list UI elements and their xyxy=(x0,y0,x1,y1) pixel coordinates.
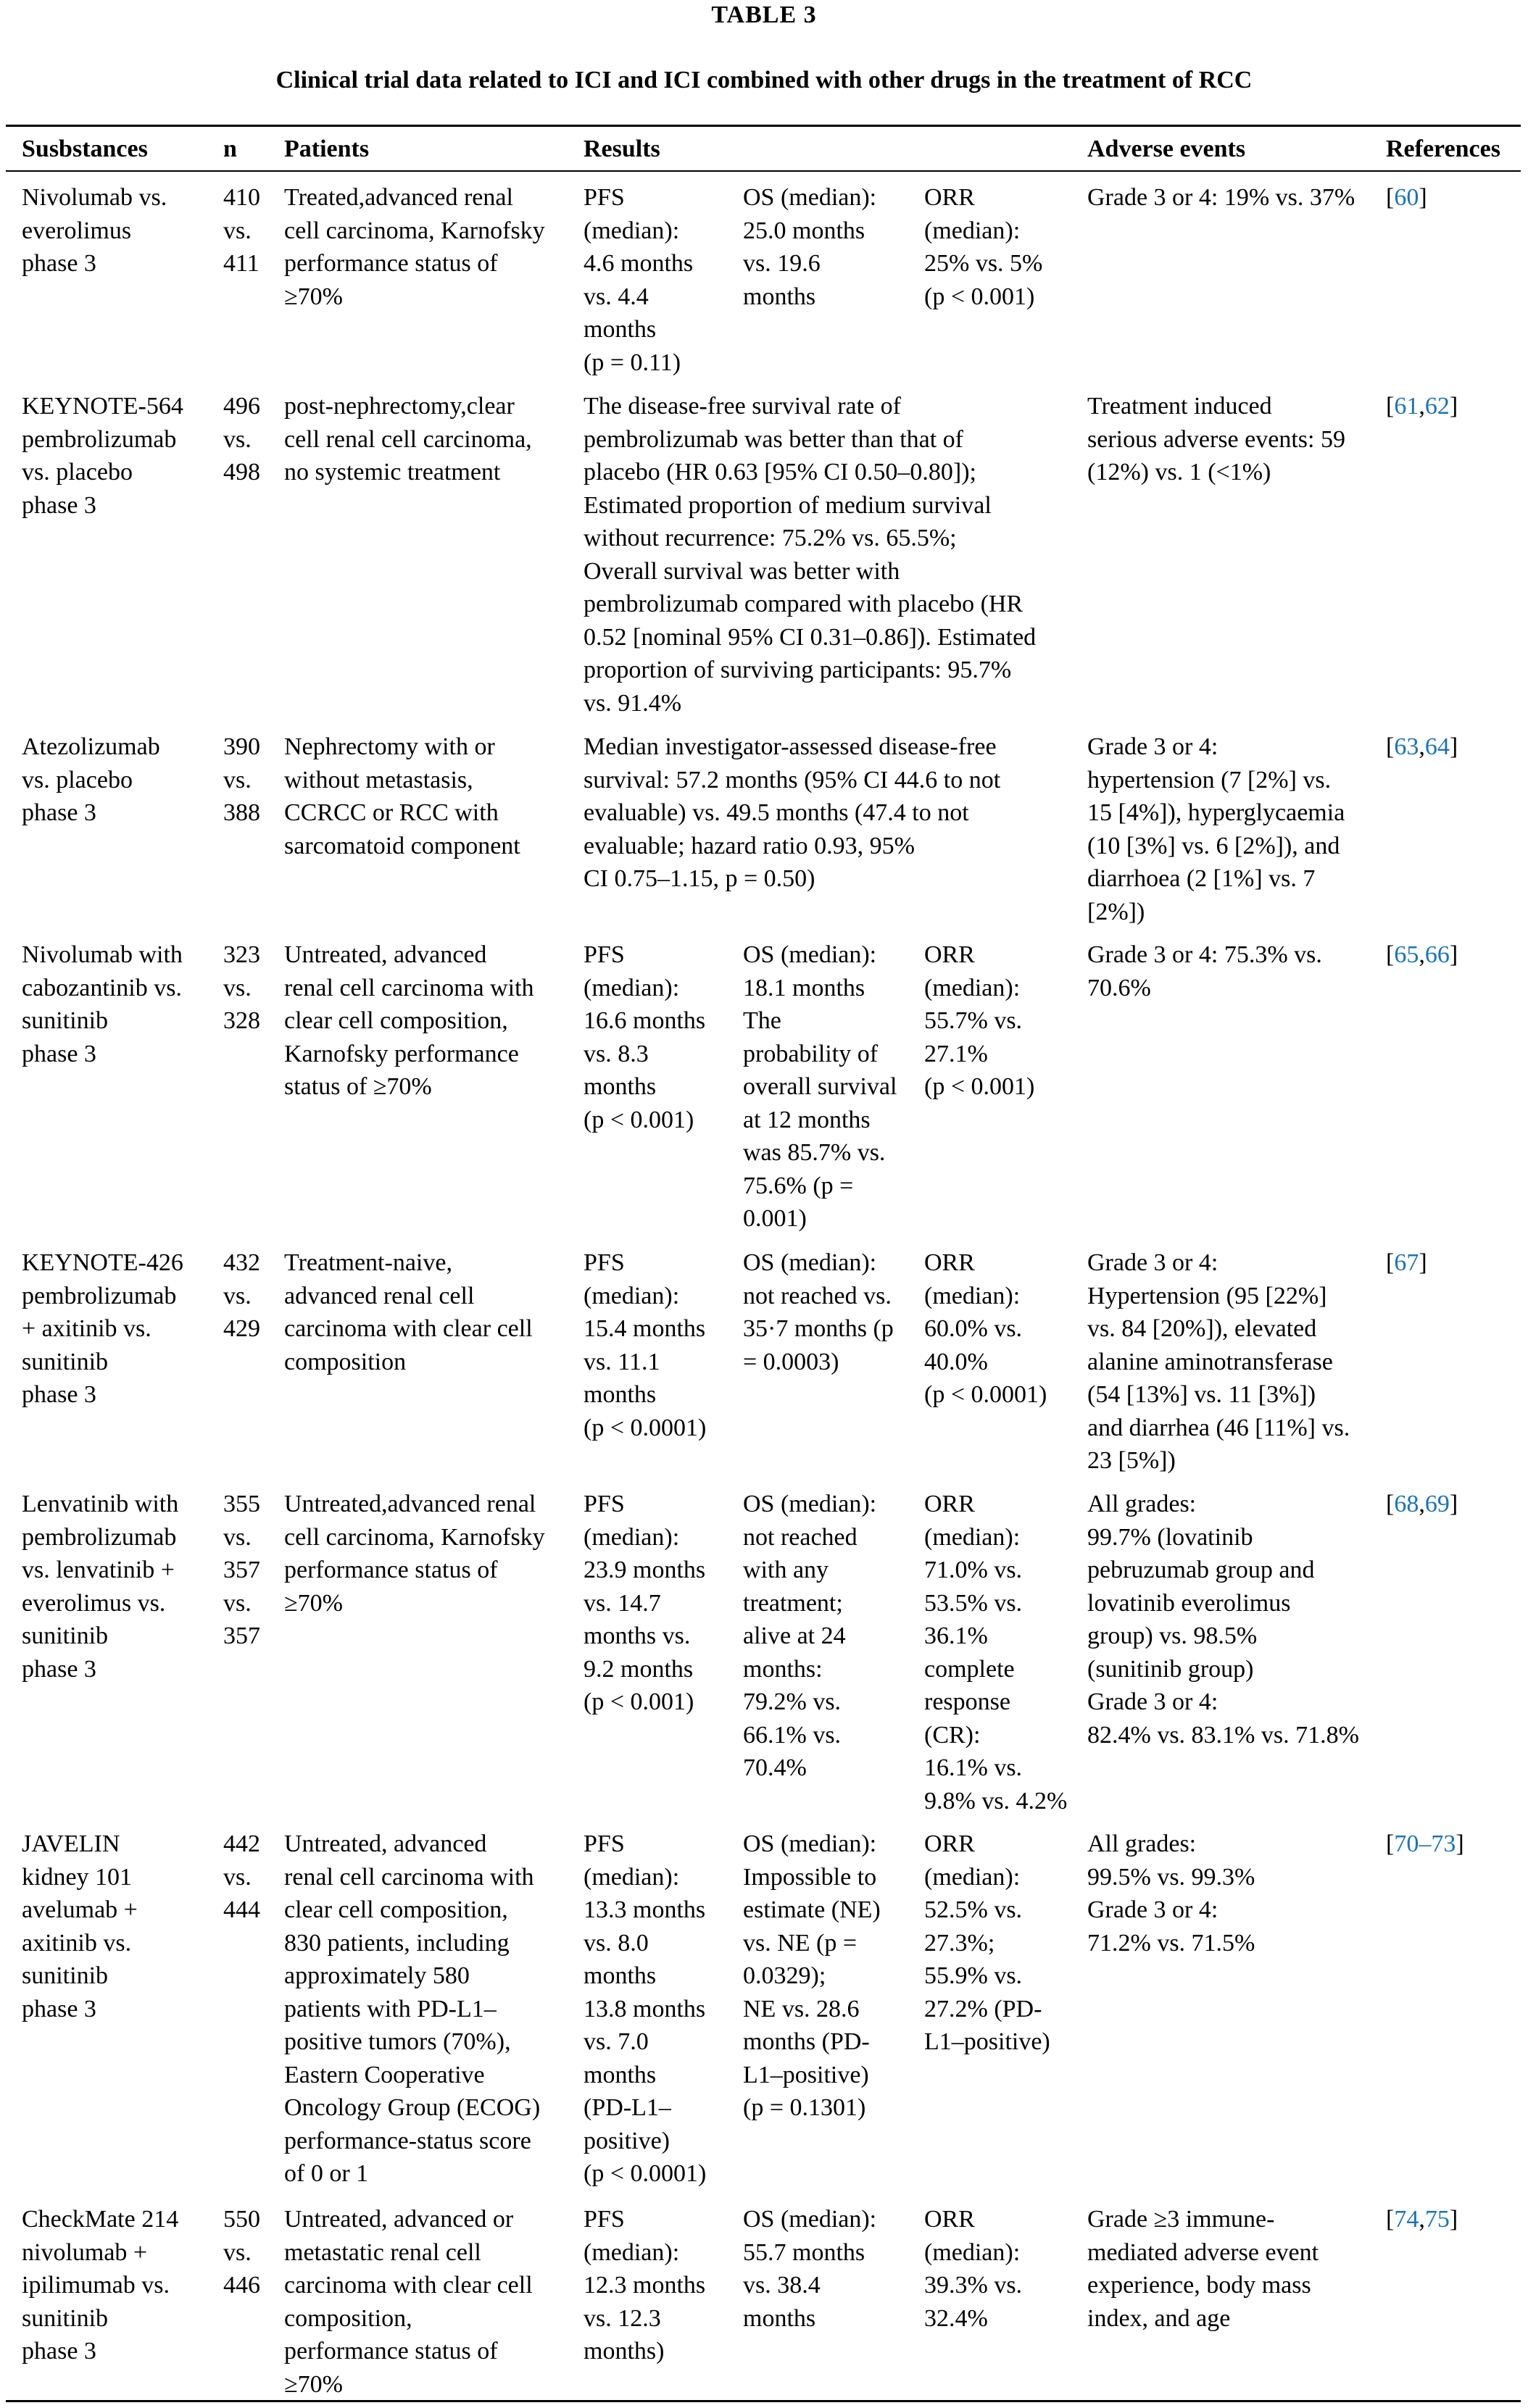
cell-references: [74,75] xyxy=(1386,2206,1458,2233)
cell-references xyxy=(1386,181,1516,214)
ref-bracket-open: [ xyxy=(1386,1830,1395,1857)
cell-references: [68,69] xyxy=(1386,1491,1458,1517)
cell-orr: ORR (median): 39.3% vs. 32.4% xyxy=(924,2206,1023,2332)
cell-orr: ORR (median): 25% vs. 5% (p < 0.001) xyxy=(924,184,1043,310)
cell-patients: Treatment-naive, advanced renal cell carcinoma with clear cell composition xyxy=(284,1249,533,1375)
cell-substances: CheckMate 214 nivolumab + ipilimumab vs. sunitinib phase 3 xyxy=(22,2206,179,2365)
cell-pfs: PFS (median): 15.4 months vs. 11.1 months (p < 0.0001) xyxy=(584,1249,707,1441)
cell-pfs: PFS (median): 4.6 months vs. 4.4 months (p = 0.11) xyxy=(584,184,694,376)
reference-link[interactable]: 61 xyxy=(1394,393,1419,420)
cell-patients: Untreated, advanced renal cell carcinoma with clear cell composition, Karnofsky performance status of ≥70% xyxy=(284,941,534,1100)
cell-substances: Atezolizumab vs. placebo phase 3 xyxy=(22,733,160,826)
cell-patients: post-nephrectomy,clear cell renal cell carcinoma, no systemic treatment xyxy=(284,393,532,486)
cell-n: 323 vs. 328 xyxy=(223,941,260,1034)
cell-adverse-events: All grades: 99.7% (lovatinib pebruzumab group and lovatinib everolimus group) vs. 98.5% (sunitinib group) Grade 3 or 4: 82.4% vs. 83.1% vs. 71.8% xyxy=(1087,1491,1359,1749)
cell-references: [61,62] xyxy=(1386,393,1458,420)
cell-pfs: PFS (median): 16.6 months vs. 8.3 months (p < 0.001) xyxy=(584,941,706,1133)
cell-adverse-events: All grades: 99.5% vs. 99.3% Grade 3 or 4: 71.2% vs. 71.5% xyxy=(1087,1830,1255,1957)
cell-orr: ORR (median): 55.7% vs. 27.1% (p < 0.001) xyxy=(924,941,1035,1100)
top-rule xyxy=(6,125,1521,127)
reference-link[interactable]: 75 xyxy=(1424,2206,1450,2233)
ref-bracket-close: ] xyxy=(1449,733,1458,760)
cell-os: OS (median): not reached vs. 35·7 months (p = 0.0003) xyxy=(743,1249,894,1375)
ref-bracket-open: [ xyxy=(1386,733,1395,760)
cell-orr: ORR (median): 60.0% vs. 40.0% (p < 0.0001) xyxy=(924,1249,1047,1408)
header-n: n xyxy=(223,136,237,162)
cell-n: 432 vs. 429 xyxy=(223,1249,260,1342)
table-caption: Clinical trial data related to ICI and ICI combined with other drugs in the treatment of RCC xyxy=(275,67,1253,93)
header-references: References xyxy=(1386,136,1500,162)
header-rule xyxy=(6,170,1521,172)
header-patients: Patients xyxy=(284,136,370,162)
ref-bracket-open: [ xyxy=(1386,2206,1395,2233)
cell-os: OS (median): 25.0 months vs. 19.6 months xyxy=(743,184,877,310)
cell-references: [65,66] xyxy=(1386,941,1458,968)
cell-patients: Untreated, advanced renal cell carcinoma with clear cell composition, 830 patients, including approximately 580 patients with PD-L1– positive tumors (70%), Eastern Cooperative Oncology Group (ECOG) performance-status score of 0 or 1 xyxy=(284,1830,541,2187)
header-adverse-events: Adverse events xyxy=(1087,136,1246,162)
ref-bracket-close: ] xyxy=(1456,1830,1464,1857)
cell-substances: Nivolumab vs. everolimus phase 3 xyxy=(22,184,167,277)
cell-patients: Untreated,advanced renal cell carcinoma, Karnofsky performance status of ≥70% xyxy=(284,1491,545,1617)
ref-bracket-close: ] xyxy=(1449,1491,1458,1517)
cell-pfs: PFS (median): 12.3 months vs. 12.3 months) xyxy=(584,2206,706,2365)
cell-orr: ORR (median): 52.5% vs. 27.3%; 55.9% vs. 27.2% (PD- L1–positive) xyxy=(924,1830,1050,2055)
ref-bracket-close: ] xyxy=(1419,184,1427,211)
cell-patients: Nephrectomy with or without metastasis, CCRCC or RCC with sarcomatoid component xyxy=(284,733,520,859)
reference-link[interactable]: 64 xyxy=(1424,733,1450,760)
ref-bracket-open: [ xyxy=(1386,1249,1395,1276)
ref-bracket-open: [ xyxy=(1386,1491,1395,1517)
ref-bracket-close: ] xyxy=(1419,1249,1427,1276)
reference-link[interactable]: 62 xyxy=(1424,393,1450,420)
reference-link[interactable]: 65 xyxy=(1394,941,1419,968)
reference-link[interactable]: 67 xyxy=(1394,1249,1419,1276)
reference-link[interactable]: 60 xyxy=(1394,184,1419,211)
cell-n: 355 vs. 357 vs. 357 xyxy=(223,1491,260,1649)
ref-bracket-open: [ xyxy=(1386,393,1395,420)
cell-adverse-events: Treatment induced serious adverse events: 59 (12%) vs. 1 (<1%) xyxy=(1087,393,1345,486)
cell-n: 410 vs. 411 xyxy=(223,184,260,277)
cell-substances: JAVELIN kidney 101 avelumab + axitinib vs. sunitinib phase 3 xyxy=(22,1830,138,2022)
cell-substances: KEYNOTE-564 pembrolizumab vs. placebo phase 3 xyxy=(22,393,183,519)
cell-substances: Nivolumab with cabozantinib vs. sunitinib phase 3 xyxy=(22,941,183,1067)
cell-adverse-events: Grade 3 or 4: Hypertension (95 [22%] vs. 84 [20%]), elevated alanine aminotransferase (54 [13%] vs. 11 [3%]) and diarrhea (46 [11%] vs. 23 [5%]) xyxy=(1087,1249,1350,1474)
cell-os: OS (median): Impossible to estimate (NE) vs. NE (p = 0.0329); NE vs. 28.6 months (PD- L1–positive) (p = 0.1301) xyxy=(743,1830,881,2121)
table-label: TABLE 3 xyxy=(711,1,817,28)
cell-orr: ORR (median): 71.0% vs. 53.5% vs. 36.1% complete response (CR): 16.1% vs. 9.8% vs. 4.2% xyxy=(924,1491,1068,1815)
cell-n: 496 vs. 498 xyxy=(223,393,260,486)
cell-os: OS (median): 18.1 months The probability of overall survival at 12 months was 85.7% vs. 75.6% (p = 0.001) xyxy=(743,941,897,1232)
ref-bracket-close: ] xyxy=(1449,393,1458,420)
cell-references xyxy=(1386,1246,1516,1280)
reference-link[interactable]: 70–73 xyxy=(1394,1830,1456,1857)
cell-adverse-events: Grade 3 or 4: 75.3% vs. 70.6% xyxy=(1087,941,1322,1001)
cell-os: OS (median): 55.7 months vs. 38.4 months xyxy=(743,2206,877,2332)
cell-adverse-events: Grade ≥3 immune- mediated adverse event experience, body mass index, and age xyxy=(1087,2206,1319,2332)
cell-results: Median investigator-assessed disease-free survival: 57.2 months (95% CI 44.6 to not evaluable) vs. 49.5 months (47.4 to not evaluable; hazard ratio 0.93, 95% CI 0.75–1.15, p = 0.50) xyxy=(584,733,1001,892)
reference-link[interactable]: 68 xyxy=(1394,1491,1419,1517)
cell-references: [63,64] xyxy=(1386,733,1458,760)
cell-os: OS (median): not reached with any treatment; alive at 24 months: 79.2% vs. 66.1% vs. 70.4% xyxy=(743,1491,877,1781)
ref-bracket-close: ] xyxy=(1449,2206,1458,2233)
cell-substances: Lenvatinib with pembrolizumab vs. lenvatinib + everolimus vs. sunitinib phase 3 xyxy=(22,1491,179,1683)
bottom-rule xyxy=(6,2400,1521,2402)
cell-patients: Untreated, advanced or metastatic renal cell carcinoma with clear cell composition, performance status of ≥70% xyxy=(284,2206,533,2398)
cell-substances: KEYNOTE-426 pembrolizumab + axitinib vs. sunitinib phase 3 xyxy=(22,1249,183,1408)
ref-bracket-open: [ xyxy=(1386,941,1395,968)
cell-adverse-events: Grade 3 or 4: hypertension (7 [2%] vs. 15 [4%]), hyperglycaemia (10 [3%] vs. 6 [2%]), and diarrhoea (2 [1%] vs. 7 [2%]) xyxy=(1087,733,1345,925)
cell-references xyxy=(1386,1828,1516,1861)
header-results: Results xyxy=(584,136,660,162)
cell-n: 550 vs. 446 xyxy=(223,2206,260,2299)
cell-pfs: PFS (median): 13.3 months vs. 8.0 months 13.8 months vs. 7.0 months (PD-L1– positive) (p < 0.0001) xyxy=(584,1830,707,2187)
cell-pfs: PFS (median): 23.9 months vs. 14.7 months vs. 9.2 months (p < 0.001) xyxy=(584,1491,706,1715)
reference-link[interactable]: 66 xyxy=(1424,941,1450,968)
ref-bracket-open: [ xyxy=(1386,184,1395,211)
header-substances: Susbstances xyxy=(22,136,148,162)
cell-results: The disease-free survival rate of pembrolizumab was better than that of placebo (HR 0.63 [95% CI 0.50–0.80]); Estimated proportion of medium survival without recurrence: 75.2% vs. 65.5%; Overall survival was better with pembrolizumab compared with placebo (HR 0.52 [nominal 95% CI 0.31–0.86]). Estimated proportion of surviving participants: 95.7% vs. 91.4% xyxy=(584,393,1037,717)
cell-n: 390 vs. 388 xyxy=(223,733,260,826)
reference-link[interactable]: 63 xyxy=(1394,733,1419,760)
cell-n: 442 vs. 444 xyxy=(223,1830,260,1923)
reference-link[interactable]: 74 xyxy=(1394,2206,1419,2233)
ref-bracket-close: ] xyxy=(1449,941,1458,968)
reference-link[interactable]: 69 xyxy=(1424,1491,1450,1517)
cell-patients: Treated,advanced renal cell carcinoma, Karnofsky performance status of ≥70% xyxy=(284,184,545,310)
cell-adverse-events: Grade 3 or 4: 19% vs. 37% xyxy=(1087,184,1355,211)
